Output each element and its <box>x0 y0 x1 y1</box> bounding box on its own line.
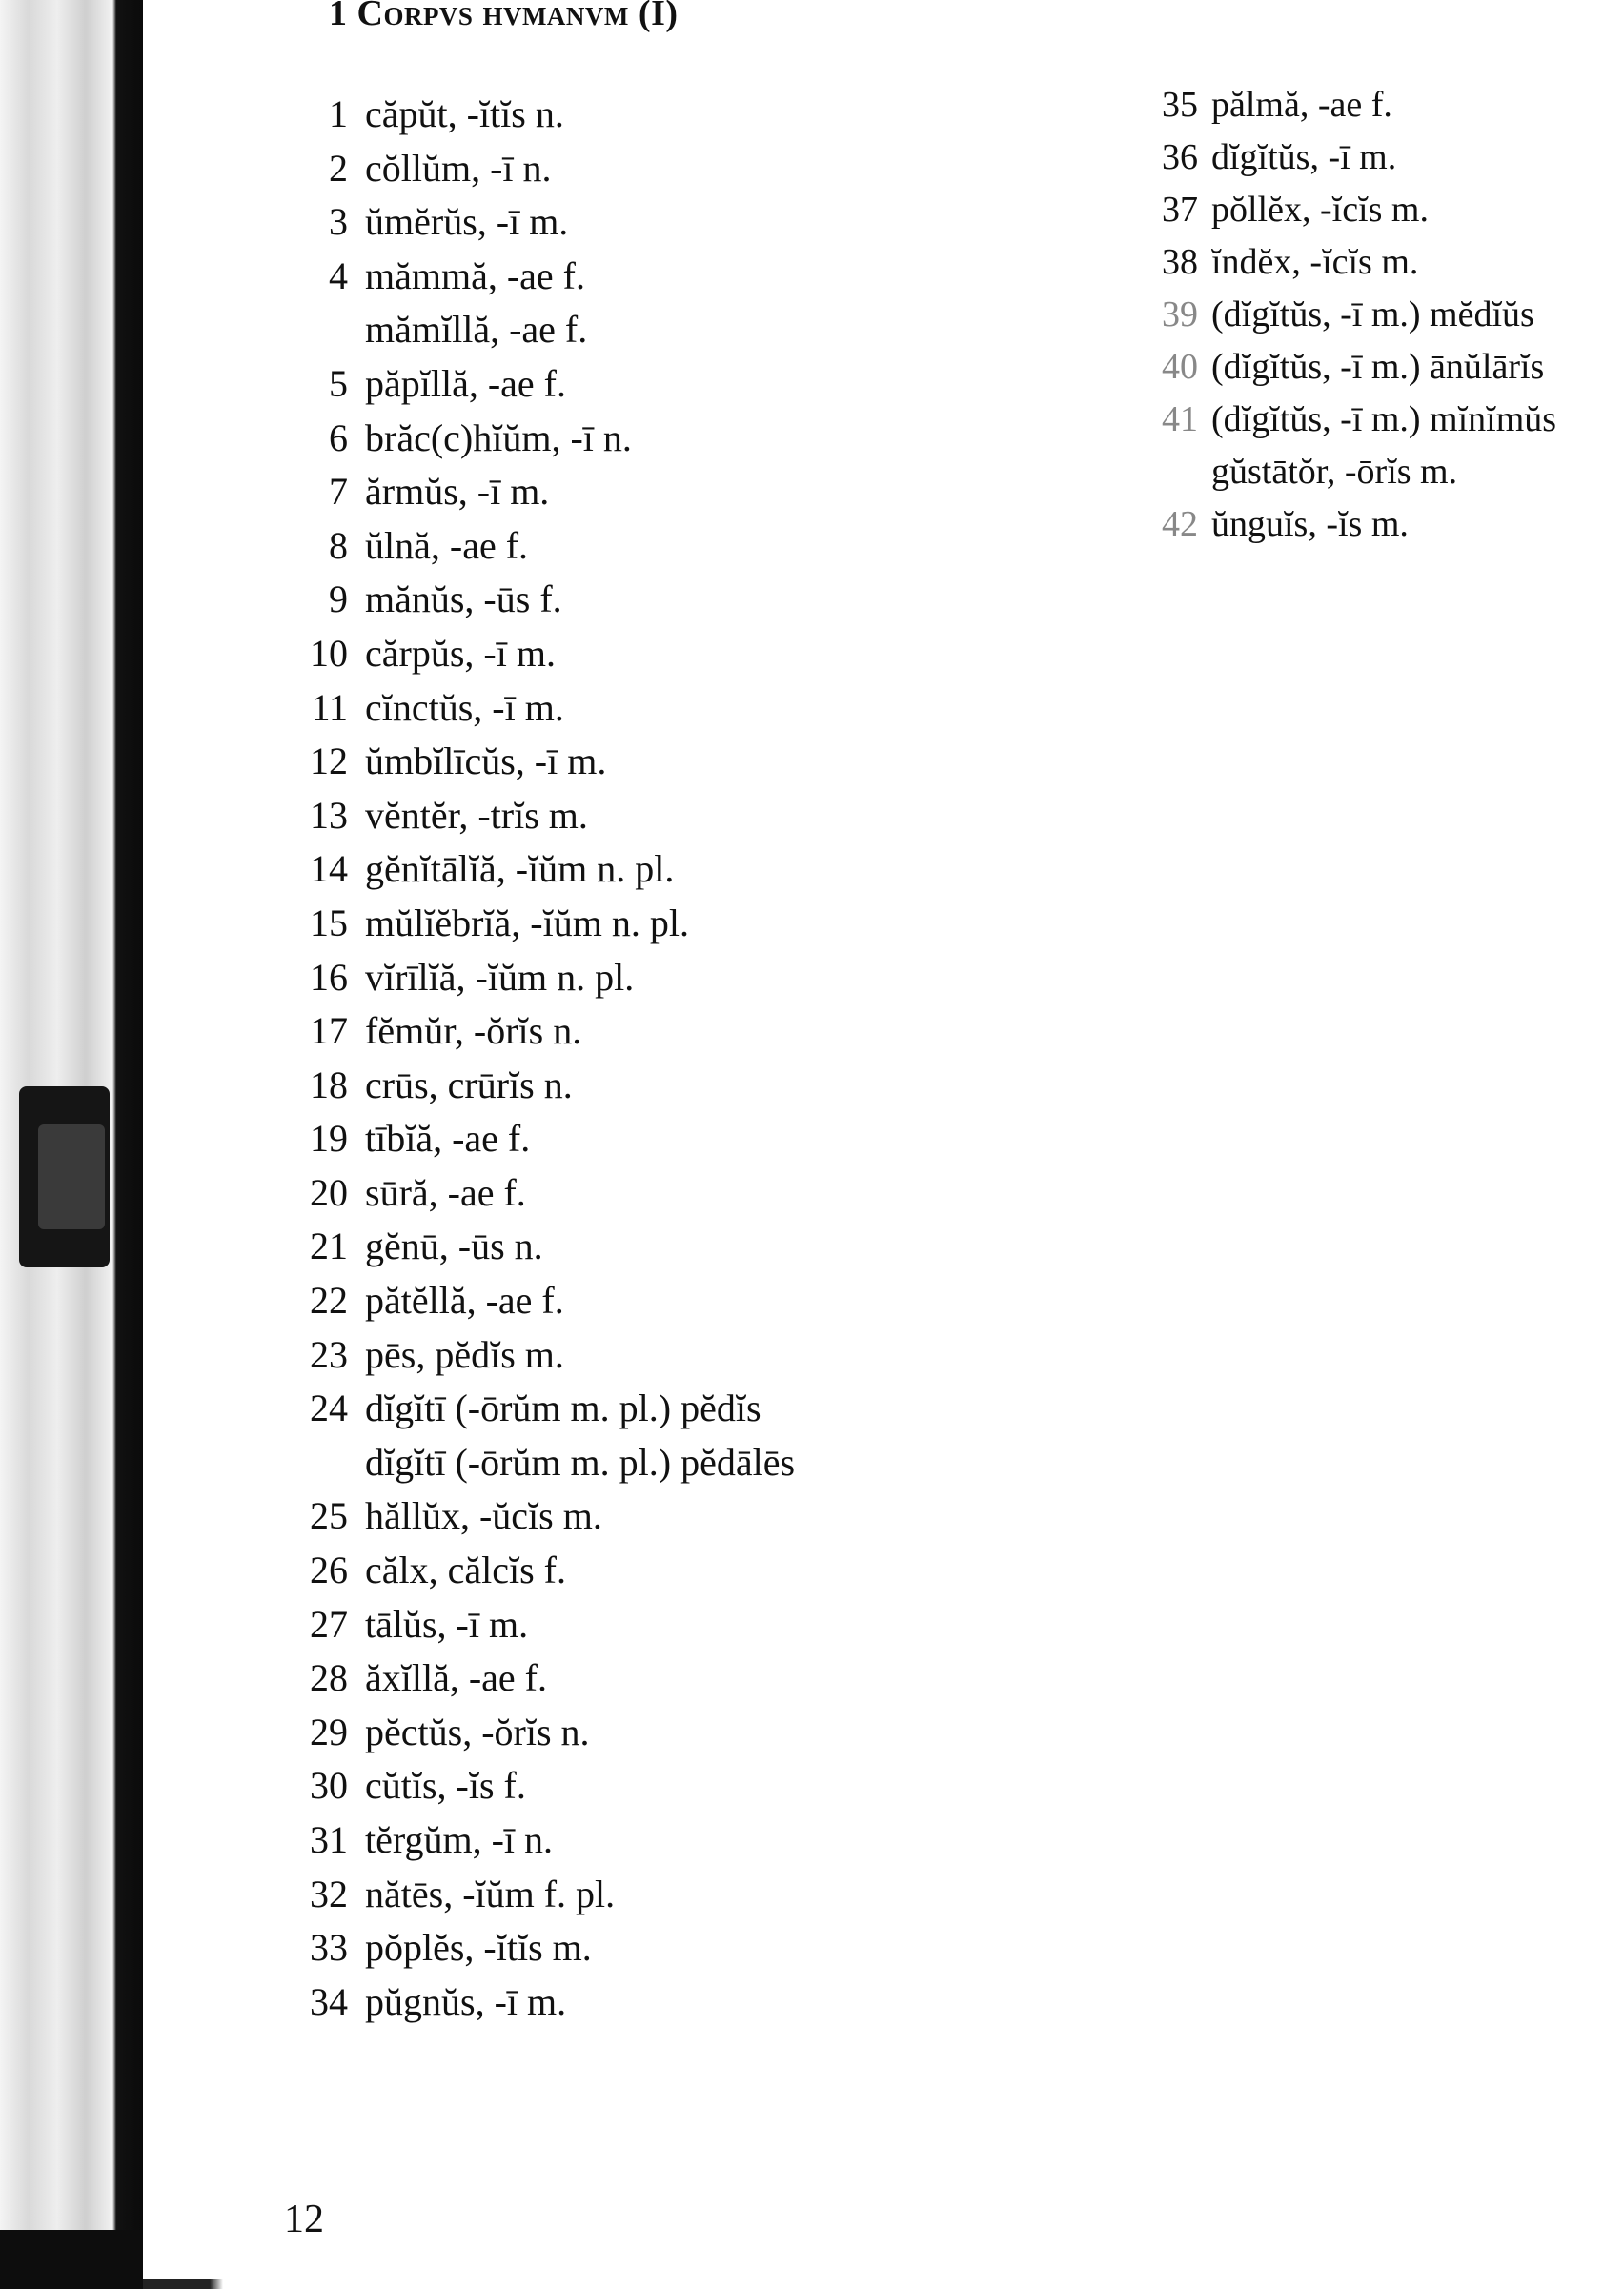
vocab-entry <box>253 91 977 146</box>
binding-bottom <box>0 2230 143 2289</box>
vocab-entry <box>253 1548 977 1602</box>
entry-term: păpĭllă, -ae f. <box>365 361 566 405</box>
vocab-entry <box>1129 294 1606 346</box>
vocab-entry <box>253 415 977 470</box>
vocab-entry <box>1129 84 1606 136</box>
entry-number: 19 <box>310 1117 348 1161</box>
vocabulary-list-left <box>253 91 977 2033</box>
entry-number: 15 <box>310 901 348 944</box>
entry-number: 26 <box>310 1549 348 1592</box>
entry-term: tībĭă, -ae f. <box>365 1117 531 1161</box>
vocab-entry <box>253 361 977 415</box>
entry-number: 22 <box>310 1279 348 1323</box>
page-number: 12 <box>284 2198 324 2241</box>
vocab-entry <box>1129 189 1606 241</box>
entry-term: tĕrgŭm, -ī n. <box>365 1818 554 1861</box>
entry-term: pŏplĕs, -ĭtĭs m. <box>365 1926 592 1970</box>
entry-number: 11 <box>311 685 348 729</box>
vocab-entry <box>1129 346 1606 398</box>
entry-number: 7 <box>329 470 348 514</box>
entry-term: ŭlnă, -ae f. <box>365 523 529 567</box>
entry-number: 20 <box>310 1170 348 1214</box>
entry-number: 8 <box>329 523 348 567</box>
vocab-entry <box>253 577 977 631</box>
entry-term: pălmă, -ae f. <box>1211 85 1392 125</box>
entry-number: 1 <box>329 92 348 135</box>
entry-term: pŏllĕx, -ĭcĭs m. <box>1211 190 1429 230</box>
vocab-entry <box>1129 136 1606 189</box>
vocab-entry <box>253 1063 977 1117</box>
entry-number: 21 <box>310 1225 348 1268</box>
vocab-entry <box>253 1008 977 1063</box>
entry-term: pŭgnŭs, -ī m. <box>365 1979 567 2023</box>
entry-number: 23 <box>310 1332 348 1376</box>
entry-number: 42 <box>1162 504 1198 544</box>
vocab-entry <box>1129 398 1606 451</box>
vocab-entry <box>253 1655 977 1710</box>
vocab-entry <box>253 253 977 308</box>
vocab-entry <box>253 793 977 847</box>
entry-number: 38 <box>1162 242 1198 282</box>
entry-term: sūră, -ae f. <box>365 1170 526 1214</box>
vocab-entry <box>253 1440 977 1494</box>
entry-term: gŭstātŏr, -ōrĭs m. <box>1211 452 1458 492</box>
binding-clip-inner <box>38 1124 105 1229</box>
entry-term: hăllŭx, -ŭcĭs m. <box>365 1494 602 1538</box>
entry-number: 27 <box>310 1602 348 1646</box>
entry-number: 25 <box>310 1494 348 1538</box>
vocab-entry <box>253 1710 977 1764</box>
entry-term: ŭnguĭs, -ĭs m. <box>1211 504 1409 544</box>
entry-number: 35 <box>1162 85 1198 125</box>
vocab-entry <box>253 1332 977 1387</box>
entry-number: 4 <box>329 253 348 297</box>
entry-term: dĭgĭtī (-ōrŭm m. pl.) pĕdālēs <box>365 1440 796 1484</box>
entry-number: 3 <box>329 200 348 244</box>
entry-number: 13 <box>310 793 348 837</box>
entry-number: 37 <box>1162 190 1198 230</box>
entry-number: 16 <box>310 955 348 999</box>
vocab-entry <box>253 523 977 577</box>
vocab-entry <box>253 146 977 200</box>
entry-term: (dĭgĭtŭs, -ī m.) mĕdĭŭs <box>1211 294 1534 334</box>
entry-term: ŭmbĭlīcŭs, -ī m. <box>365 739 607 783</box>
entry-number: 29 <box>310 1710 348 1753</box>
vocab-entry <box>253 901 977 955</box>
entry-number: 17 <box>310 1009 348 1053</box>
vocab-entry <box>253 1224 977 1278</box>
vocab-entry <box>1129 503 1606 556</box>
entry-term: mămmă, -ae f. <box>365 253 585 297</box>
footer-rule <box>143 2279 810 2289</box>
vocab-entry <box>253 955 977 1009</box>
entry-number: 12 <box>310 739 348 783</box>
entry-number: 9 <box>329 577 348 621</box>
entry-number: 39 <box>1162 294 1198 334</box>
vocab-entry <box>253 199 977 253</box>
entry-term: cŏllŭm, -ī n. <box>365 146 552 190</box>
vocab-entry <box>253 307 977 361</box>
vocab-entry <box>253 1602 977 1656</box>
entry-number: 14 <box>310 847 348 891</box>
entry-term: călx, călcĭs f. <box>365 1549 566 1592</box>
entry-term: crūs, crūrĭs n. <box>365 1063 573 1106</box>
vocab-entry <box>253 1925 977 1979</box>
vocabulary-list-right <box>1129 84 1606 556</box>
entry-number: 33 <box>310 1926 348 1970</box>
vocab-entry <box>253 1979 977 2034</box>
entry-number: 6 <box>329 415 348 459</box>
vocab-entry <box>1129 241 1606 294</box>
entry-term: pēs, pĕdĭs m. <box>365 1332 564 1376</box>
title-number: 1 <box>329 0 348 33</box>
entry-term: ărmŭs, -ī m. <box>365 470 550 514</box>
entry-term: vĕntĕr, -trĭs m. <box>365 793 588 837</box>
entry-term: mămĭllă, -ae f. <box>365 308 588 352</box>
entry-term: vĭrīlĭă, -ĭŭm n. pl. <box>365 955 635 999</box>
vocab-entry <box>253 685 977 739</box>
entry-number: 28 <box>310 1656 348 1700</box>
entry-number: 32 <box>310 1872 348 1915</box>
entry-number: 34 <box>310 1979 348 2023</box>
entry-term: pĕctŭs, -ŏrĭs n. <box>365 1710 590 1753</box>
entry-term: ŭmĕrŭs, -ī m. <box>365 200 569 244</box>
vocab-entry <box>1129 451 1606 503</box>
entry-term: nătēs, -ĭŭm f. pl. <box>365 1872 616 1915</box>
entry-term: ăxĭllă, -ae f. <box>365 1656 547 1700</box>
entry-number: 41 <box>1162 399 1198 439</box>
entry-number: 40 <box>1162 347 1198 387</box>
entry-number: 36 <box>1162 137 1198 177</box>
entry-term: cĭnctŭs, -ī m. <box>365 685 564 729</box>
entry-number: 10 <box>310 631 348 675</box>
vocab-entry <box>253 469 977 523</box>
entry-term: (dĭgĭtŭs, -ī m.) ānŭlārĭs <box>1211 347 1545 387</box>
entry-number: 2 <box>329 146 348 190</box>
entry-term: gĕnĭtālĭă, -ĭŭm n. pl. <box>365 847 675 891</box>
entry-number: 30 <box>310 1764 348 1808</box>
book-binding-edge <box>0 0 143 2289</box>
entry-number: 24 <box>310 1387 348 1430</box>
entry-number: 18 <box>310 1063 348 1106</box>
entry-term: dĭgĭtī (-ōrŭm m. pl.) pĕdĭs <box>365 1387 761 1430</box>
entry-term: cŭtĭs, -ĭs f. <box>365 1764 526 1808</box>
entry-term: mŭlĭĕbrĭă, -ĭŭm n. pl. <box>365 901 689 944</box>
page-title <box>329 0 679 34</box>
entry-term: dĭgĭtŭs, -ī m. <box>1211 137 1397 177</box>
vocab-entry <box>253 1278 977 1332</box>
vocab-entry <box>253 1872 977 1926</box>
entry-term: fĕmŭr, -ŏrĭs n. <box>365 1009 582 1053</box>
entry-term: cărpŭs, -ī m. <box>365 631 556 675</box>
vocab-entry <box>253 1386 977 1440</box>
entry-term: tālŭs, -ī m. <box>365 1602 529 1646</box>
entry-term: brăc(c)hĭŭm, -ī n. <box>365 415 632 459</box>
entry-term: pătĕllă, -ae f. <box>365 1279 564 1323</box>
entry-term: mănŭs, -ūs f. <box>365 577 562 621</box>
entry-term: gĕnū, -ūs n. <box>365 1225 543 1268</box>
entry-number: 5 <box>329 361 348 405</box>
vocab-entry <box>253 1116 977 1170</box>
entry-term: căpŭt, -ĭtĭs n. <box>365 92 564 135</box>
vocab-entry <box>253 1817 977 1872</box>
vocab-entry <box>253 1493 977 1548</box>
entry-term: ĭndĕx, -ĭcĭs m. <box>1211 242 1419 282</box>
vocab-entry <box>253 631 977 685</box>
vocab-entry <box>253 739 977 793</box>
entry-term: (dĭgĭtŭs, -ī m.) mĭnĭmŭs <box>1211 399 1557 439</box>
vocab-entry <box>253 1763 977 1817</box>
vocab-entry <box>253 1170 977 1225</box>
entry-number: 31 <box>310 1818 348 1861</box>
vocab-entry <box>253 846 977 901</box>
title-text: Corpvs hvmanvm (I) <box>356 0 679 33</box>
